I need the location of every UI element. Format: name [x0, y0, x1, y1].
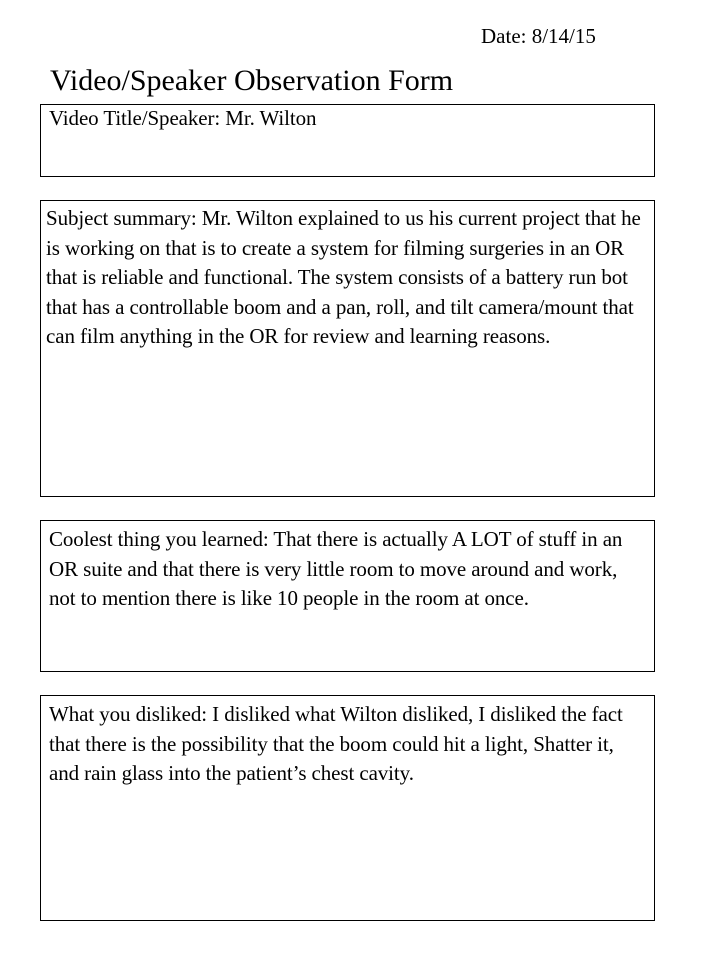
speaker-text: Video Title/Speaker: Mr. Wilton [49, 106, 317, 130]
form-title: Video/Speaker Observation Form [50, 64, 454, 97]
speaker-box [40, 104, 655, 177]
coolest-box [40, 520, 655, 672]
date-label: Date: 8/14/15 [481, 24, 596, 48]
coolest-text: Coolest thing you learned: That there is actually A LOT of stuff in an OR suite and that there is very little room to move around and work, not to mention there is like 10 people in the room at once. [49, 527, 623, 610]
disliked-box [40, 695, 655, 921]
disliked-text: What you disliked: I disliked what Wilton disliked, I disliked the fact that there is the possibility that the boom could hit a light, Shatter it, and rain glass into the patient’s chest cavity. [49, 702, 623, 785]
summary-box [40, 200, 655, 497]
summary-text: Subject summary: Mr. Wilton explained to us his current project that he is working on that is to create a system for filming surgeries in an OR that is reliable and functional. The system consists of a battery run bot that has a controllable boom and a pan, roll, and tilt camera/mount that can film anything in the OR for review and learning reasons. [46, 206, 641, 348]
